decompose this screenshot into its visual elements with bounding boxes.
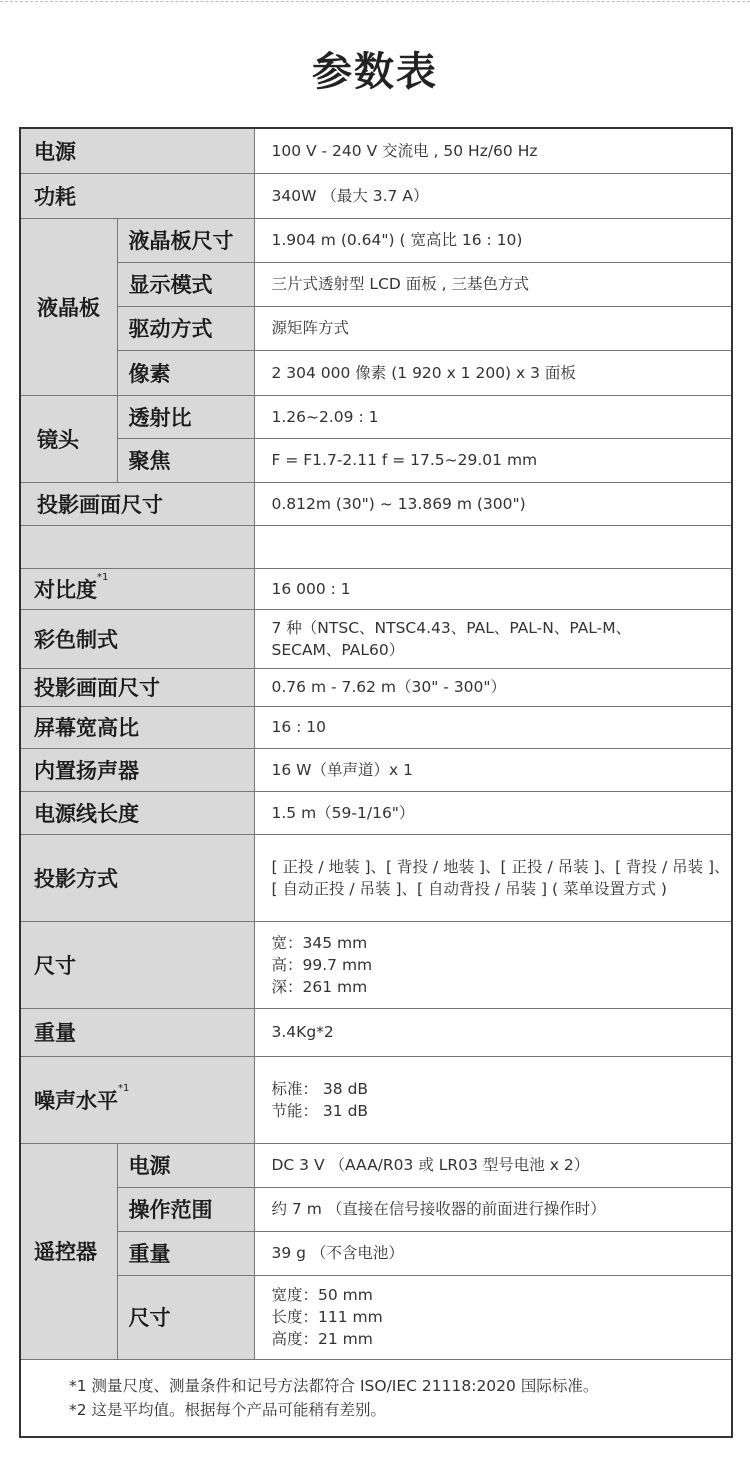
spec-row-cord-length	[20, 791, 732, 834]
footnotes-row	[20, 1359, 732, 1437]
spec-label: 重量	[20, 1008, 254, 1056]
spec-row-consumption	[20, 173, 732, 218]
spec-sublabel: 重量	[117, 1231, 254, 1275]
spec-label-noise	[20, 1056, 254, 1143]
spec-sublabel: 尺寸	[117, 1275, 254, 1359]
spec-sublabel: 电源	[117, 1143, 254, 1187]
spec-row-power	[20, 128, 732, 173]
spec-value: 标准： 38 dB 节能： 31 dB	[254, 1056, 732, 1143]
spec-label: 电源线长度	[20, 791, 254, 834]
spec-row-remote-range	[20, 1187, 732, 1231]
spec-label: 噪声水平	[34, 1088, 118, 1113]
spec-value: 16 W（单声道）x 1	[254, 748, 732, 791]
spec-value: 39 g （不含电池）	[254, 1231, 732, 1275]
spec-row-projection-size-2	[20, 668, 732, 706]
spec-value: [ 正投 / 地装 ]、[ 背投 / 地装 ]、[ 正投 / 吊装 ]、[ 背投 / 吊装 ]、 [ 自动正投 / 吊装 ]、[ 自动背投 / 吊装 ] ( 菜单设置方式 )	[254, 834, 732, 921]
spec-label: 投影画面尺寸	[20, 482, 254, 525]
footnotes	[20, 1359, 732, 1437]
spec-value: 16 : 10	[254, 706, 732, 748]
footnote-2: *2 这是平均值。根据每个产品可能稍有差别。	[69, 1400, 387, 1419]
spec-label: 投影画面尺寸	[20, 668, 254, 706]
footnote-1: *1 测量尺度、测量条件和记号方法都符合 ISO/IEC 21118:2020 国际标准。	[69, 1376, 599, 1395]
spec-row-contrast	[20, 568, 732, 609]
spec-label: 功耗	[20, 173, 254, 218]
spec-label: 彩色制式	[20, 609, 254, 668]
spec-value: F = F1.7-2.11 f = 17.5~29.01 mm	[254, 438, 732, 482]
spec-group-label-lens: 镜头	[20, 395, 117, 482]
spec-value: DC 3 V （AAA/R03 或 LR03 型号电池 x 2）	[254, 1143, 732, 1187]
spec-row-lcd-drive-mode	[20, 306, 732, 350]
spec-sublabel: 显示模式	[117, 262, 254, 306]
spec-value: 340W （最大 3.7 A）	[254, 173, 732, 218]
page-title: 参数表	[312, 49, 438, 95]
spec-row-lcd-pixels	[20, 350, 732, 395]
spec-group-label-remote: 遥控器	[20, 1143, 117, 1359]
spec-row-weight	[20, 1008, 732, 1056]
spec-row-noise	[20, 1056, 732, 1143]
spec-value: 0.76 m - 7.62 m（30" - 300"）	[254, 668, 732, 706]
spec-row-remote-weight	[20, 1231, 732, 1275]
spec-sublabel: 液晶板尺寸	[117, 218, 254, 262]
spec-row-dimensions	[20, 921, 732, 1008]
spec-label: 内置扬声器	[20, 748, 254, 791]
footnote-marker: *1	[118, 1082, 130, 1094]
spec-sublabel: 聚焦	[117, 438, 254, 482]
spec-group-label-lcd: 液晶板	[20, 218, 117, 395]
spec-row-projection-size-1	[20, 482, 732, 525]
spec-value: 1.904 m (0.64") ( 宽高比 16 : 10)	[254, 218, 732, 262]
spec-value: 3.4Kg*2	[254, 1008, 732, 1056]
spec-value: 16 000 : 1	[254, 568, 732, 609]
spec-label: 投影方式	[20, 834, 254, 921]
spec-value	[254, 525, 732, 568]
spec-sublabel: 驱动方式	[117, 306, 254, 350]
spec-row-projection-method	[20, 834, 732, 921]
spec-label-contrast	[20, 568, 254, 609]
spec-value: 1.26~2.09 : 1	[254, 395, 732, 438]
top-dashed-divider	[0, 1, 750, 2]
spec-value: 2 304 000 像素 (1 920 x 1 200) x 3 面板	[254, 350, 732, 395]
spec-row-lens-focus	[20, 438, 732, 482]
spec-row-remote-power	[20, 1143, 732, 1187]
spec-value: 源矩阵方式	[254, 306, 732, 350]
spec-row-lcd-display-mode	[20, 262, 732, 306]
spec-label	[20, 525, 254, 568]
spec-sublabel: 透射比	[117, 395, 254, 438]
footnote-marker: *1	[97, 571, 109, 583]
spec-row-speaker	[20, 748, 732, 791]
spec-row-remote-size	[20, 1275, 732, 1359]
spec-label: 尺寸	[20, 921, 254, 1008]
spec-sublabel: 像素	[117, 350, 254, 395]
spec-label: 对比度	[34, 577, 97, 602]
spec-value: 宽度：50 mm 长度：111 mm 高度：21 mm	[254, 1275, 732, 1359]
spec-label: 电源	[20, 128, 254, 173]
spec-value: 宽：345 mm 高：99.7 mm 深：261 mm	[254, 921, 732, 1008]
spec-table	[19, 127, 733, 1438]
spec-value: 100 V - 240 V 交流电 , 50 Hz/60 Hz	[254, 128, 732, 173]
spec-value: 1.5 m（59-1/16"）	[254, 791, 732, 834]
spec-row-color-system	[20, 609, 732, 668]
spec-value: 0.812m (30") ~ 13.869 m (300")	[254, 482, 732, 525]
spec-label: 屏幕宽高比	[20, 706, 254, 748]
spec-row-lens-throw-ratio	[20, 395, 732, 438]
spec-value: 三片式透射型 LCD 面板 , 三基色方式	[254, 262, 732, 306]
spec-value: 约 7 m （直接在信号接收器的前面进行操作时）	[254, 1187, 732, 1231]
spec-row-lcd-panel-size	[20, 218, 732, 262]
spec-row-aspect-ratio	[20, 706, 732, 748]
spec-row-blank	[20, 525, 732, 568]
spec-sublabel: 操作范围	[117, 1187, 254, 1231]
spec-value: 7 种（NTSC、NTSC4.43、PAL、PAL-N、PAL-M、 SECAM、PAL60）	[254, 609, 732, 668]
